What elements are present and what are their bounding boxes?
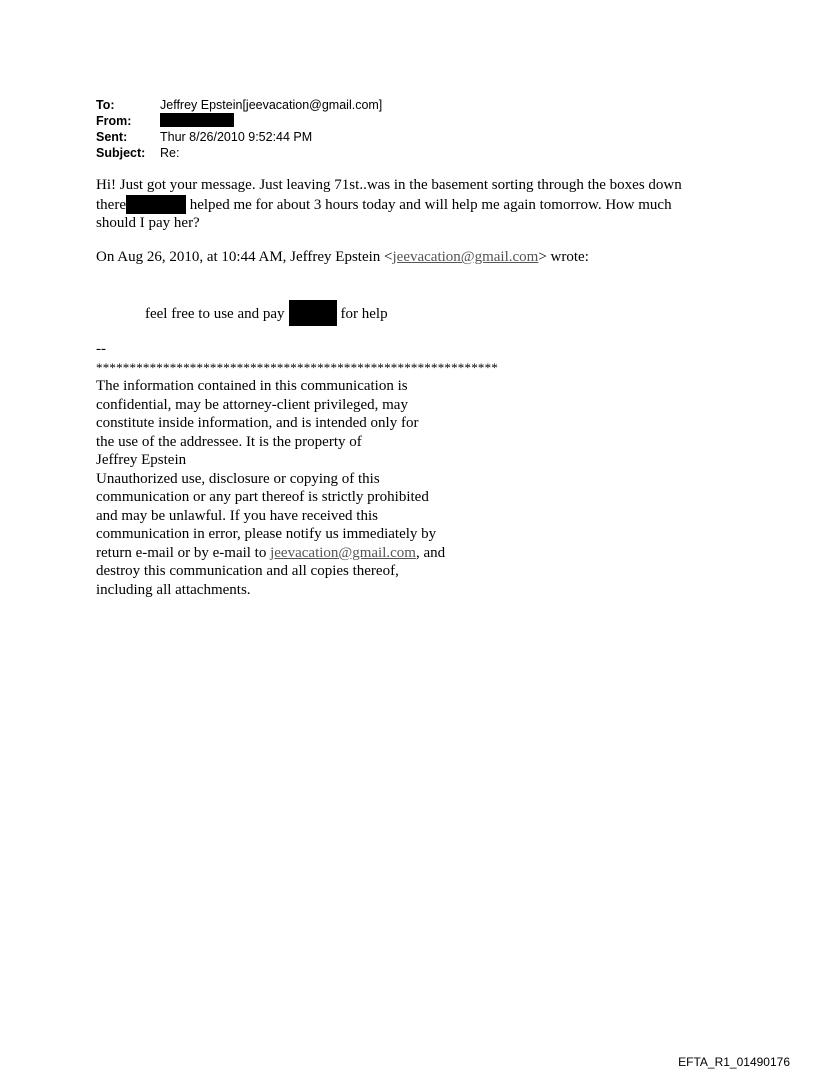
signature-stars: ************************************************************ (96, 359, 498, 375)
quoted-message (145, 300, 388, 326)
email-link[interactable]: jeevacation@gmail.com (270, 544, 416, 561)
disclaimer-line: and may be unlawful. If you have received this (96, 507, 378, 524)
from-value (160, 113, 234, 129)
subject-row (96, 145, 382, 161)
disclaimer-line: the use of the addressee. It is the property of (96, 433, 362, 450)
document-id: EFTA_R1_01490176 (678, 1055, 790, 1069)
disclaimer-line: confidential, may be attorney-client privileged, may (96, 396, 408, 413)
quote-intro-text: On Aug 26, 2010, at 10:44 AM, Jeffrey Epstein < (96, 249, 393, 265)
message-line: Hi! Just got your message. Just leaving 71st..was in the basement sorting through the boxes down (96, 177, 682, 193)
disclaimer-line: communication in error, please notify us immediately by (96, 526, 437, 542)
email-link[interactable]: jeevacation@gmail.com (392, 249, 539, 265)
message-text: there (96, 197, 126, 213)
subject-value: Re: (160, 146, 180, 160)
disclaimer-line: including all attachments. (96, 581, 251, 598)
to-value: Jeffrey Epstein[jeevacation@gmail.com] (160, 98, 383, 112)
disclaimer-text: , and (415, 544, 446, 561)
message-text: helped me for about 3 hours today and will help me again tomorrow. How much (185, 197, 672, 213)
disclaimer-text: return e-mail or by e-mail to (96, 544, 271, 561)
sent-label: Sent: (96, 130, 128, 144)
to-label: To: (96, 98, 115, 112)
disclaimer-line: Unauthorized use, disclosure or copying of this (96, 470, 380, 487)
message-line: should I pay her? (96, 215, 200, 231)
disclaimer-line: communication or any part thereof is strictly prohibited (96, 489, 429, 505)
message-body (96, 176, 736, 233)
disclaimer-line: destroy this communication and all copies thereof, (96, 563, 399, 579)
quoted-text: for help (340, 306, 388, 322)
disclaimer-line: constitute inside information, and is intended only for (96, 415, 419, 431)
to-row (96, 97, 382, 113)
signature-disclaimer (96, 340, 498, 599)
from-row (96, 113, 382, 129)
sent-value: Thur 8/26/2010 9:52:44 PM (160, 130, 313, 144)
quote-intro (96, 248, 589, 267)
from-label: From: (96, 114, 132, 128)
redaction-block (289, 300, 337, 326)
email-header (96, 97, 382, 161)
subject-label: Subject: (96, 146, 146, 160)
message-line (96, 195, 736, 214)
quoted-text: feel free to use and pay (145, 306, 285, 322)
signature-dashes: -- (96, 341, 106, 357)
disclaimer-line: Jeffrey Epstein (96, 452, 187, 468)
disclaimer-line: The information contained in this communication is (96, 378, 408, 394)
quote-intro-text: > wrote: (538, 249, 589, 265)
redaction-block (160, 113, 234, 127)
sent-row (96, 129, 382, 145)
redaction-block (126, 195, 186, 214)
disclaimer-line (96, 544, 498, 563)
